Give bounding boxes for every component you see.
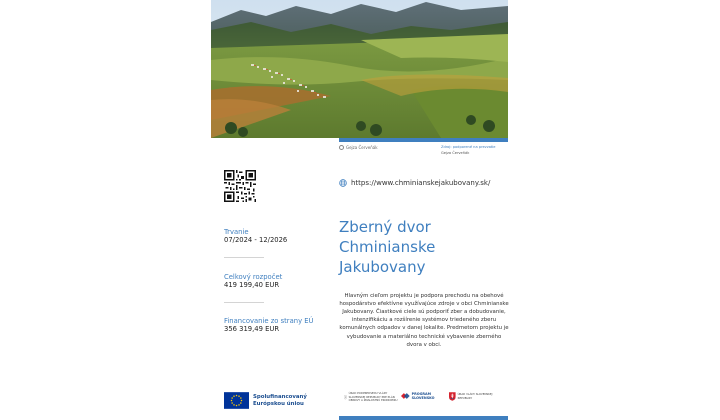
poster: [211, 0, 508, 420]
photographer-name: Gejza Červeňák: [346, 145, 378, 150]
government-office-logo: [449, 392, 505, 401]
program-slovensko-text: PROGRAM SLOVENSKO: [411, 392, 435, 401]
budget-label: Celkový rozpočet: [224, 273, 283, 281]
project-description: Hlavným cieľom projektu je podpora prechodu na obehové hospodárstvo efektívne využívajúce zdroje v obci Chminianske Jakubovany. Čiastkové ciele sú podporiť zber a dobudovanie, intenzifikáciu a rozšírenie systémov triedeného zberu komunálnych odpadov v danej lokalite. Predmetom projektu je vybudovanie a materiálno technické vybavenie zberného dvora v obci.: [339, 293, 509, 348]
globe-icon: [339, 179, 347, 187]
photo-source: [441, 145, 507, 157]
divider: [224, 257, 264, 258]
eu-cofunded-logo: [224, 392, 307, 409]
duration-block: [224, 228, 324, 245]
photo-credit: [339, 145, 378, 150]
eu-funding-value: 356 319,49 EUR: [224, 325, 280, 334]
program-slovensko-icon: [401, 392, 410, 400]
divider: [224, 302, 264, 303]
budget-block: [224, 273, 324, 290]
eu-text-line1: Spolufinancovaný: [253, 393, 307, 400]
budget-value: 419 199,40 EUR: [224, 281, 280, 290]
deputy-pm-office-logo: [344, 392, 400, 403]
eu-flag-icon: [224, 392, 249, 409]
deputy-pm-office-text: ÚRAD PODPREDSEDU VLÁDY SLOVENSKEJ REPUBLIKY PRE PLÁN OBNOVY A ZNALOSTNÚ EKONOMIKU: [348, 391, 398, 402]
coat-of-arms-icon: [344, 393, 347, 402]
qr-code[interactable]: [224, 170, 256, 202]
accent-rule-top: [339, 138, 508, 142]
project-website[interactable]: [339, 179, 490, 187]
eu-funding-block: [224, 317, 324, 334]
copyright-icon: [339, 145, 344, 150]
program-slovensko-logo: [401, 392, 443, 400]
accent-rule-bottom: [339, 416, 508, 420]
source-name: Gejza Červeňák: [441, 150, 470, 155]
landscape-photo: [211, 0, 508, 138]
source-label: Zdroj: podporené na prevzatie: [441, 145, 496, 149]
project-title: Zberný dvor Chminianske Jakubovany: [339, 218, 436, 276]
duration-label: Trvanie: [224, 228, 249, 236]
slovak-arms-icon: [449, 392, 456, 401]
url-text[interactable]: https://www.chminianskejakubovany.sk/: [351, 179, 491, 187]
duration-value: 07/2024 - 12/2026: [224, 236, 288, 245]
government-office-text: ÚRAD VLÁDY SLOVENSKEJ REPUBLIKY: [457, 392, 493, 400]
eu-text-line2: Európskou úniou: [253, 400, 304, 407]
eu-funding-label: Financovanie zo strany EÚ: [224, 317, 314, 325]
